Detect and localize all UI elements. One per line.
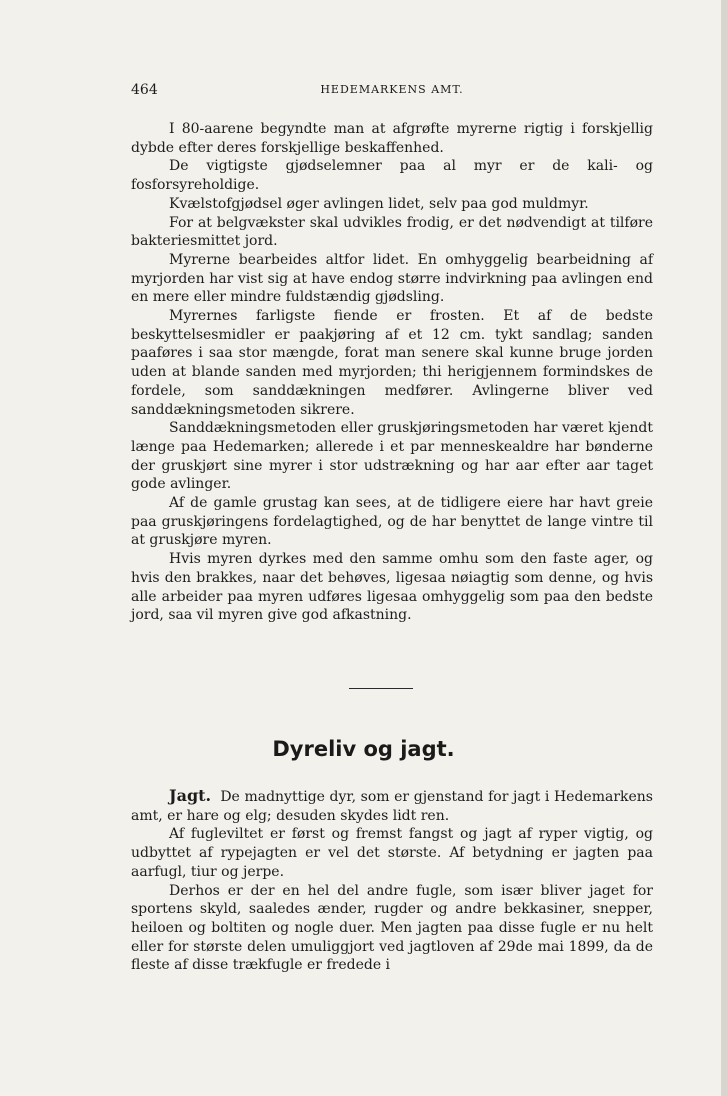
run-in-heading: Jagt. — [169, 786, 212, 805]
text-block-section — [131, 787, 653, 975]
paragraph: Af de gamle grustag kan sees, at de tidligere eiere har havt greie paa gruskjøringens fordelagtighed, og de har benyttet de lange vintre til at gruskjøre myren. — [131, 495, 653, 549]
paragraph: De vigtigste gjødselemner paa al myr er de kali- og fosforsyreholdige. — [131, 158, 653, 194]
paragraph: Sanddækningsmetoden eller gruskjøringsmetoden har været kjendt længe paa Hedemarken; allerede i et par menneskealdre har bønderne der gruskjørt sine myrer i stor udstrækning og har aar efter aar taget gode avlinger. — [131, 420, 653, 493]
paragraph-first — [131, 787, 653, 825]
section-divider — [349, 688, 413, 689]
paragraph: Derhos er der en hel del andre fugle, som især bliver jaget for sportens skyld, saaledes ænder, rugder og andre bekkasiner, snepper, heiloen og boltiten og nogle duer. Men jagten paa disse fugle er nu helt eller for største delen umuliggjort ved jagtloven af 29de mai 1899, da de fleste af disse trækfugle er fredede i — [131, 882, 653, 974]
paragraph: Hvis myren dyrkes med den samme omhu som den faste ager, og hvis den brakkes, naar det behøves, ligesaa nøiagtig som denne, og hvis alle arbeider paa myren udføres ligesaa omhyggelig som paa den bedste jord, saa vil myren give god afkastning. — [131, 551, 653, 624]
paragraph-first-text: De madnyttige dyr, som er gjenstand for jagt i Hedemarkens amt, er hare og elg; desuden skydes lidt ren. — [131, 789, 653, 824]
paragraph: For at belgvækster skal udvikles frodig, er det nødvendigt at tilføre bakteriesmittet jord. — [131, 214, 653, 250]
page-number: 464 — [131, 82, 158, 98]
paragraph: Af fugleviltet er først og fremst fangst og jagt af ryper vigtig, og udbyttet af rypejagten er vel det største. Af betydning er jagten paa aarfugl, tiur og jerpe. — [131, 826, 653, 880]
scan-edge — [721, 0, 727, 1096]
paragraph: I 80-aarene begyndte man at afgrøfte myrerne rigtig i forskjellig dybde efter deres forskjellige beskaffenhed. — [131, 121, 653, 156]
section-heading: Dyreliv og jagt. — [272, 737, 455, 761]
running-title: HEDEMARKENS AMT. — [320, 83, 464, 96]
text-block-top — [131, 120, 653, 625]
page-header — [131, 82, 653, 102]
paragraph: Myrernes farligste fiende er frosten. Et af de bedste beskyttelsesmidler er paakjøring af et 12 cm. tykt sandlag; sanden paaføres i saa stor mængde, forat man senere skal kunne bruge jorden uden at blande sanden med myrjorden; thi herigjennem formindskes de fordele, som sanddækningen medfører. Avlingerne bliver ved sanddækningsmetoden sikrere. — [131, 308, 653, 418]
paragraph: Kvælstofgjødsel øger avlingen lidet, selv paa god muldmyr. — [169, 195, 589, 212]
paragraph: Myrerne bearbeides altfor lidet. En omhyggelig bearbeidning af myrjorden har vist sig at have endog større indvirkning paa avlingen end en mere eller mindre fuldstændig gjødsling. — [131, 251, 653, 306]
